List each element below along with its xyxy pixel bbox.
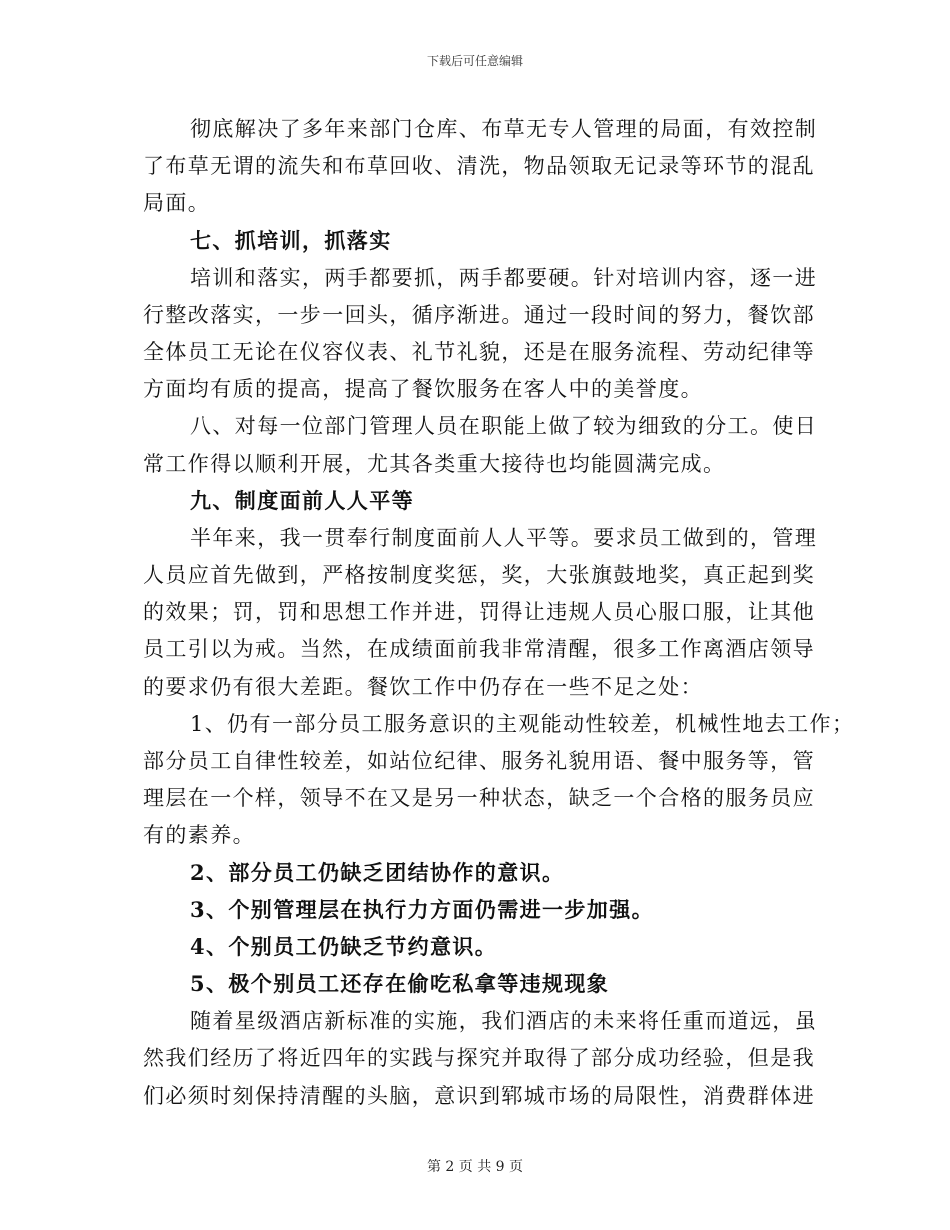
paragraph-line: 人员应首先做到，严格按制度奖惩，奖，大张旗鼓地奖，真正起到奖 <box>143 563 815 587</box>
paragraph-line: 方面均有质的提高，提高了餐饮服务在客人中的美誉度。 <box>143 377 703 401</box>
paragraph-line: 有的素养。 <box>143 823 255 847</box>
list-item: 2、部分员工仍缺乏团结协作的意识。 <box>190 860 565 885</box>
paragraph-line: 然我们经历了将近四年的实践与探究并取得了部分成功经验，但是我 <box>143 1046 815 1070</box>
list-item: 5、极个别员工还存在偷吃私拿等违规现象 <box>190 971 610 996</box>
paragraph-line: 半年来，我一贯奉行制度面前人人平等。要求员工做到的，管理 <box>190 526 818 550</box>
paragraph-line: 行整改落实，一步一回头，循序渐进。通过一段时间的努力，餐饮部 <box>143 303 815 327</box>
list-item: 3、个别管理层在执行力方面仍需进一步加强。 <box>190 897 655 922</box>
paragraph-line: 的效果；罚，罚和思想工作并进，罚得让违规人员心服口服，让其他 <box>143 600 815 624</box>
paragraph-line: 培训和落实，两手都要抓，两手都要硬。针对培训内容，逐一进 <box>190 266 818 290</box>
paragraph-line: 全体员工无论在仪容仪表、礼节礼貌，还是在服务流程、劳动纪律等 <box>143 340 815 364</box>
paragraph-line: 理层在一个样，领导不在又是另一种状态，缺乏一个合格的服务员应 <box>143 786 815 810</box>
paragraph-line: 部分员工自律性较差，如站位纪律、服务礼貌用语、餐中服务等，管 <box>143 749 815 773</box>
paragraph-line: 随着星级酒店新标准的实施，我们酒店的未来将任重而道远，虽 <box>190 1009 818 1033</box>
paragraph-line: 员工引以为戒。当然，在成绩面前我非常清醒，很多工作离酒店领导 <box>143 637 815 661</box>
page-header: 下载后可任意编辑 <box>426 54 523 68</box>
paragraph-line: 彻底解决了多年来部门仓库、布草无专人管理的局面，有效控制 <box>190 117 818 141</box>
paragraph-line: 八、对每一位部门管理人员在职能上做了较为细致的分工。使日 <box>190 414 818 438</box>
section-heading: 九、制度面前人人平等 <box>190 488 414 513</box>
paragraph-line: 了布草无谓的流失和布草回收、清洗，物品领取无记录等环节的混乱 <box>143 154 815 178</box>
paragraph-line: 常工作得以顺利开展，尤其各类重大接待也均能圆满完成。 <box>143 452 726 476</box>
page-footer: 第 2 页 共 9 页 <box>426 1159 524 1175</box>
list-item: 4、个别员工仍缺乏节约意识。 <box>190 934 498 959</box>
paragraph-line: 们必须时刻保持清醒的头脑，意识到郓城市场的局限性，消费群体进 <box>143 1084 815 1108</box>
paragraph-line: 局面。 <box>143 191 211 215</box>
paragraph-line: 1、仍有一部分员工服务意识的主观能动性较差，机械性地去工作； <box>190 712 855 736</box>
paragraph-line: 的要求仍有很大差距。餐饮工作中仍存在一些不足之处： <box>143 675 703 699</box>
section-heading: 七、抓培训，抓落实 <box>190 228 392 253</box>
